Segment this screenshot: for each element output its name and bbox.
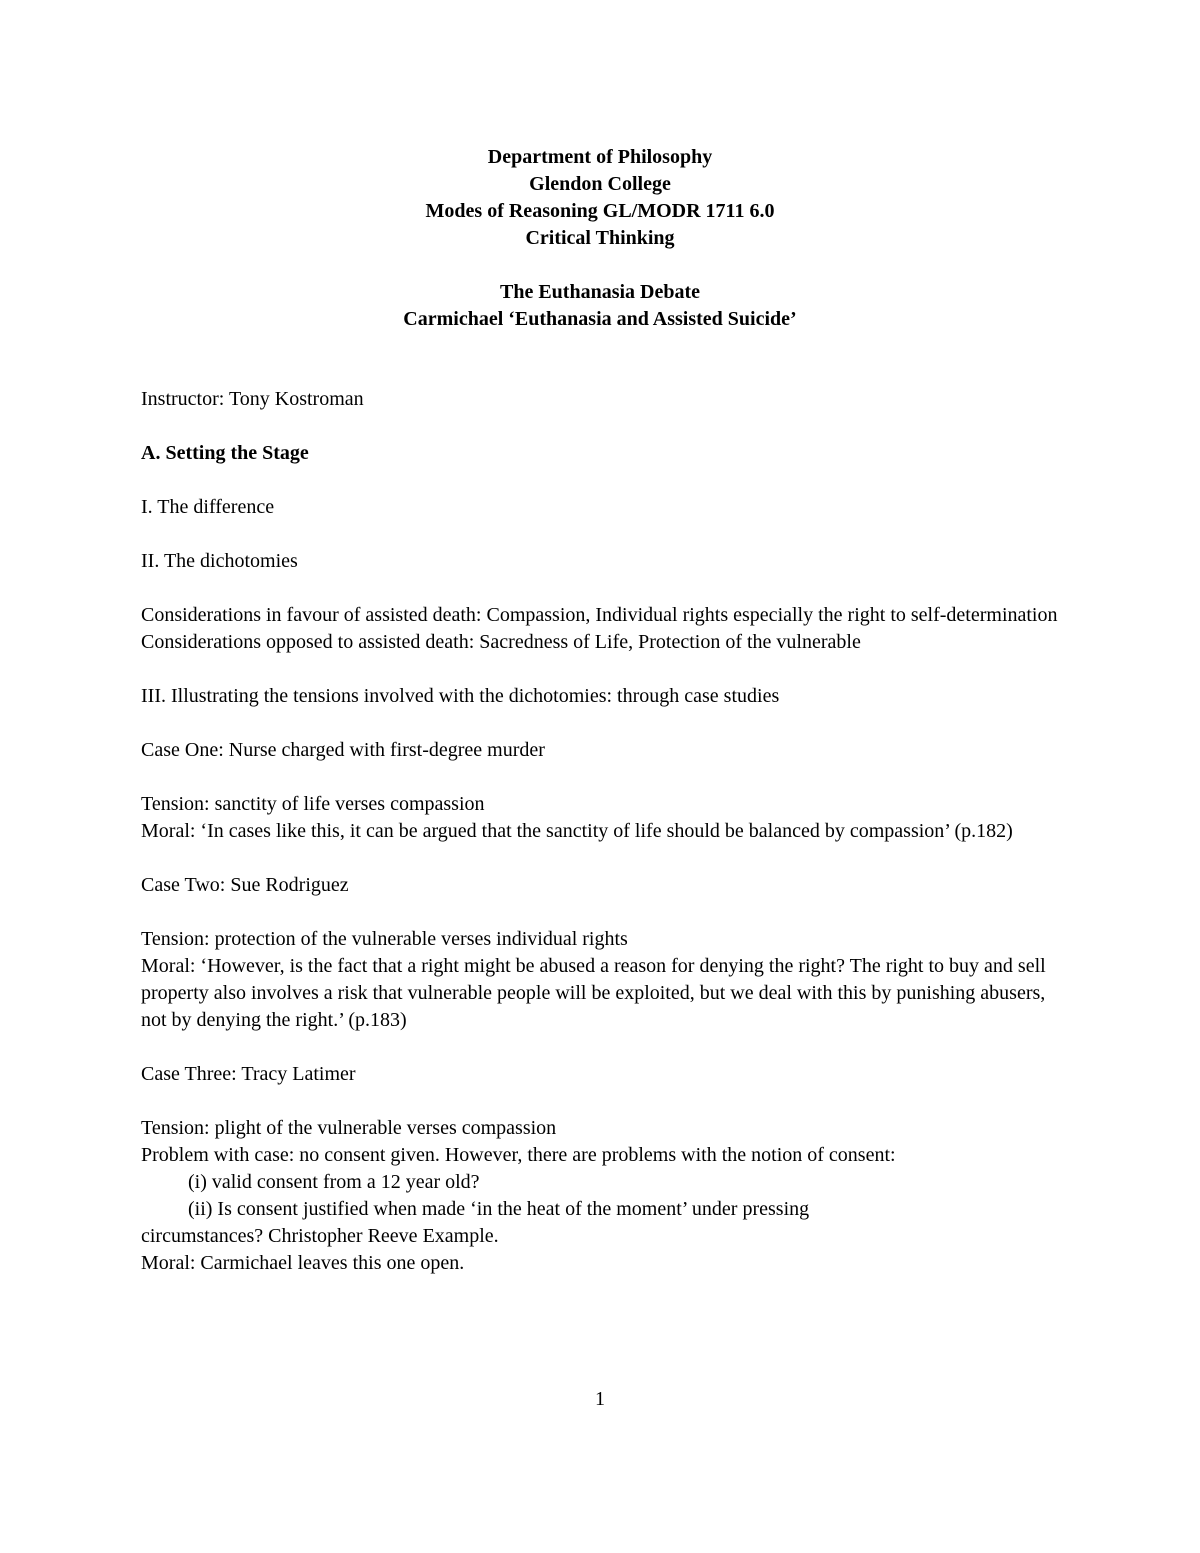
course-subtitle: Critical Thinking xyxy=(525,227,675,249)
considerations-favour: Considerations in favour of assisted death: Compassion, Individual rights especially the right to self-determination xyxy=(141,604,1058,626)
department-title: Department of Philosophy xyxy=(487,146,713,168)
case-three-title: Case Three: Tracy Latimer xyxy=(141,1063,356,1085)
case-two-moral: Moral: ‘However, is the fact that a right might be abused a reason for denying the right? The right to buy and sell property also involves a risk that vulnerable people will be exploited, but we deal with this by punishing abusers, not by denying the right.’ (p.183) xyxy=(141,955,1046,1031)
case-three-problem: Problem with case: no consent given. However, there are problems with the notion of consent: xyxy=(141,1144,896,1166)
consent-point-i: (i) valid consent from a 12 year old? xyxy=(188,1171,480,1193)
considerations-opposed: Considerations opposed to assisted death: Sacredness of Life, Protection of the vulnerable xyxy=(141,631,861,653)
instructor-line: Instructor: Tony Kostroman xyxy=(141,388,364,410)
case-one-title: Case One: Nurse charged with first-degree murder xyxy=(141,739,545,761)
document-header xyxy=(0,144,1200,333)
page-number: 1 xyxy=(595,1388,605,1410)
case-one-tension: Tension: sanctity of life verses compassion xyxy=(141,793,485,815)
consent-point-ii: (ii) Is consent justified when made ‘in the heat of the moment’ under pressing xyxy=(188,1198,810,1220)
section-a-heading: A. Setting the Stage xyxy=(141,442,309,464)
reading-title: Carmichael ‘Euthanasia and Assisted Suicide’ xyxy=(403,308,797,330)
topic-title: The Euthanasia Debate xyxy=(499,281,701,303)
consent-point-ii-continued: circumstances? Christopher Reeve Example. xyxy=(141,1225,499,1247)
course-title: Modes of Reasoning GL/MODR 1711 6.0 xyxy=(425,200,775,222)
case-three-moral: Moral: Carmichael leaves this one open. xyxy=(141,1252,465,1274)
college-title: Glendon College xyxy=(529,173,671,195)
case-three-tension: Tension: plight of the vulnerable verses compassion xyxy=(141,1117,557,1139)
item-iii: III. Illustrating the tensions involved with the dichotomies: through case studies xyxy=(141,685,780,707)
case-two-title: Case Two: Sue Rodriguez xyxy=(141,874,349,896)
case-one-moral: Moral: ‘In cases like this, it can be argued that the sanctity of life should be balanced by compassion’ (p.182) xyxy=(141,820,1013,842)
case-two-tension: Tension: protection of the vulnerable verses individual rights xyxy=(141,928,628,950)
item-i: I. The difference xyxy=(141,496,275,518)
document-body xyxy=(141,386,1071,1277)
item-ii: II. The dichotomies xyxy=(141,550,298,572)
